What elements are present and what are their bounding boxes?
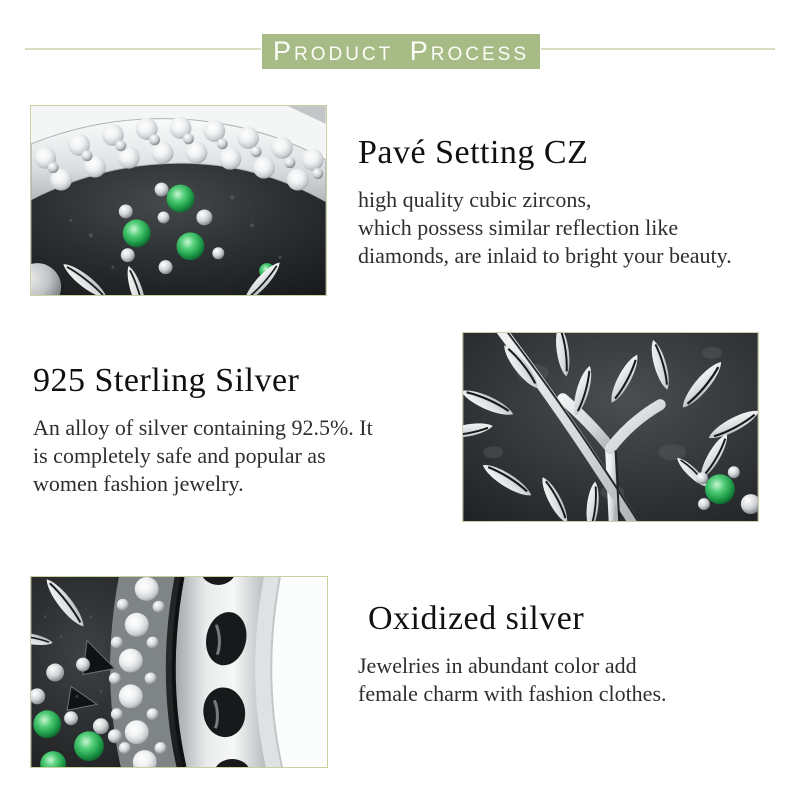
body-line: An alloy of silver containing 92.5%. It	[33, 414, 373, 440]
section-heading: Pavé Setting CZ	[358, 134, 589, 171]
sterling-silver-tree-photo-art	[463, 333, 758, 521]
green-stone	[167, 185, 195, 213]
banner-product-process: Product Process	[262, 34, 540, 69]
header-rule-left	[25, 48, 261, 50]
header-rule-right	[541, 48, 775, 50]
section-body	[33, 414, 458, 498]
body-line: is completely safe and popular as	[33, 442, 326, 468]
section-oxidized-silver	[358, 599, 793, 708]
pave-setting-cz-photo	[30, 105, 327, 296]
section-925-sterling-silver	[33, 361, 458, 498]
body-line: women fashion jewelry.	[33, 470, 244, 496]
section-body	[358, 186, 798, 270]
body-line: which possess similar reflection like	[358, 214, 679, 240]
section-pave-setting-cz	[358, 133, 798, 270]
body-line: high quality cubic zircons,	[358, 186, 592, 212]
body-line: female charm with fashion clothes.	[358, 680, 667, 706]
green-stone	[33, 710, 61, 738]
pave-setting-cz-photo-art	[31, 106, 326, 295]
green-stone	[705, 474, 735, 504]
oxidized-silver-photo	[30, 576, 328, 768]
section-heading: Oxidized silver	[368, 600, 585, 637]
oxidized-silver-photo-art	[31, 577, 327, 767]
body-line: Jewelries in abundant color add	[358, 652, 637, 678]
section-heading: 925 Sterling Silver	[33, 362, 300, 399]
sterling-silver-tree-photo	[462, 332, 759, 522]
body-line: diamonds, are inlaid to bright your beauty.	[358, 242, 732, 268]
section-body	[358, 652, 793, 708]
